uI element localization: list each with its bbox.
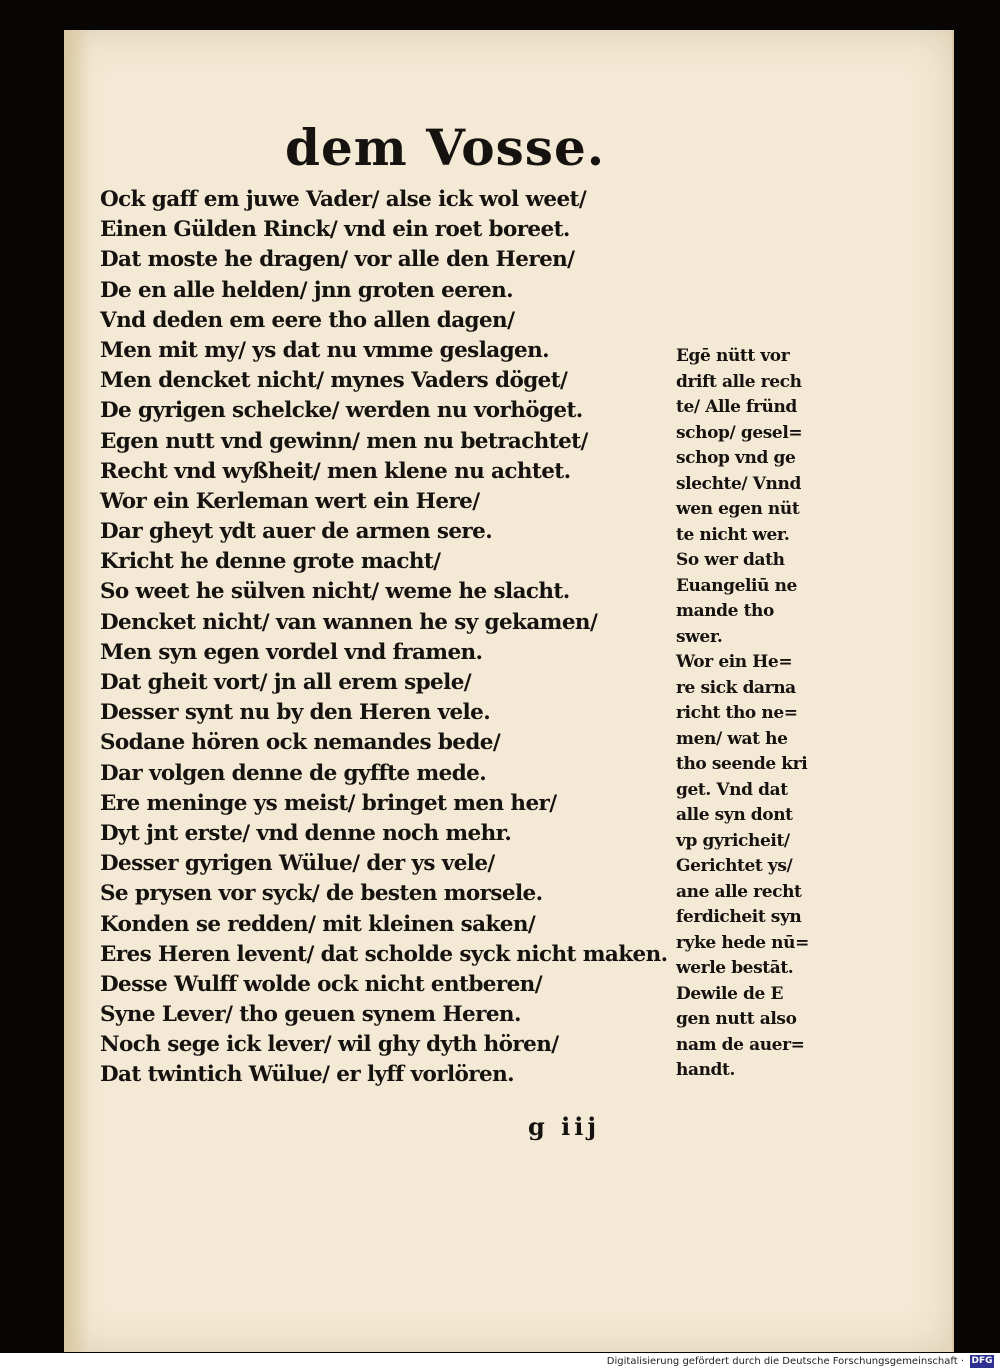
- signature-mark: g iij: [528, 1112, 601, 1141]
- verse-line: Ock gaff em juwe Vader/ alse ick wol weet/: [100, 187, 587, 212]
- verse-line: De en alle helden/ jnn groten eeren.: [100, 277, 514, 303]
- verse-line: Se prysen vor syck/ de besten morsele.: [100, 881, 543, 907]
- verse-line: Men mit my/ ys dat nu vmme geslagen.: [100, 337, 550, 363]
- gloss-line: mande tho: [676, 601, 774, 621]
- gloss-line: Egē nütt vor: [676, 346, 790, 366]
- gloss-line: ane alle recht: [676, 881, 802, 902]
- gloss-line: Gerichtet ys/: [676, 856, 793, 876]
- gloss-line: schop vnd ge: [676, 448, 796, 468]
- gloss-line: drift alle rech: [676, 371, 802, 392]
- verse-line: Kricht he denne grote macht/: [100, 549, 441, 575]
- gloss-line: te/ Alle fründ: [676, 397, 797, 417]
- verse-line: Sodane hören ock nemandes bede/: [100, 730, 501, 756]
- verse-line: Dar volgen denne de gyffte mede.: [100, 760, 487, 786]
- verse-line: Vnd deden em eere tho allen dagen/: [100, 307, 515, 333]
- gloss-line: men/ wat he: [676, 728, 788, 749]
- gloss-line: So wer dath: [676, 550, 785, 570]
- dfg-logo: DFG: [971, 1356, 993, 1366]
- verse-line: Desser synt nu by den Heren vele.: [100, 700, 491, 726]
- verse-line: Dyt jnt erste/ vnd denne noch mehr.: [100, 820, 512, 846]
- gloss-line: vp gyricheit/: [676, 830, 790, 851]
- verse-line: De gyrigen schelcke/ werden nu vorhöget.: [100, 398, 583, 424]
- verse-line: Egen nutt vnd gewinn/ men nu betrachtet/: [100, 428, 588, 454]
- gloss-line: nam de auer=: [676, 1034, 805, 1055]
- verse-column: [100, 185, 668, 1091]
- verse-line: Desse Wulff wolde ock nicht entberen/: [100, 971, 542, 997]
- funding-credit: Digitalisierung gefördert durch die Deutsche Forschungsgemeinschaft ·: [606, 1356, 964, 1367]
- gloss-line: slechte/ Vnnd: [676, 473, 801, 494]
- gloss-line: get. Vnd dat: [676, 779, 788, 800]
- gloss-line: schop/ gesel=: [676, 422, 803, 443]
- verse-line: Men dencket nicht/ mynes Vaders döget/: [100, 368, 568, 394]
- verse-line: Wor ein Kerleman wert ein Here/: [100, 488, 480, 514]
- gloss-line: re sick darna: [676, 677, 796, 698]
- gloss-line: werle bestāt.: [676, 958, 794, 978]
- gloss-line: tho seende kri: [676, 754, 808, 774]
- verse-line: Noch sege ick lever/ wil ghy dyth hören/: [100, 1032, 559, 1058]
- verse-line: Einen Gülden Rinck/ vnd ein roet boreet.: [100, 217, 570, 243]
- verse-line: Dat moste he dragen/ vor alle den Heren/: [100, 247, 575, 273]
- gloss-line: wen egen nüt: [676, 499, 800, 519]
- gloss-line: ferdicheit syn: [676, 907, 802, 927]
- footer-bar: [0, 1353, 1000, 1371]
- gloss-line: te nicht wer.: [676, 524, 790, 545]
- gloss-line: Euangeliū ne: [676, 575, 797, 596]
- gloss-line: richt tho ne=: [676, 703, 798, 723]
- gloss-line: ryke hede nū=: [676, 932, 809, 953]
- verse-line: So weet he sülven nicht/ weme he slacht.: [100, 579, 570, 605]
- gloss-line: Wor ein He=: [676, 652, 793, 672]
- verse-line: Recht vnd wyßheit/ men klene nu achtet.: [100, 458, 571, 484]
- page-gutter-shadow: [64, 30, 90, 1352]
- gloss-line: Dewile de E: [676, 983, 784, 1004]
- running-head: dem Vosse.: [285, 118, 606, 177]
- gloss-line: handt.: [676, 1060, 735, 1080]
- verse-line: Syne Lever/ tho geuen synem Heren.: [100, 1002, 521, 1028]
- verse-line: Dencket nicht/ van wannen he sy gekamen/: [100, 609, 598, 635]
- gloss-line: gen nutt also: [676, 1009, 797, 1029]
- verse-line: Ere meninge ys meist/ bringet men her/: [100, 790, 557, 816]
- verse-line: Dat gheit vort/ jn all erem spele/: [100, 670, 472, 695]
- gloss-line: alle syn dont: [676, 805, 793, 825]
- verse-line: Desser gyrigen Wülue/ der ys vele/: [100, 851, 495, 877]
- verse-line: Eres Heren levent/ dat scholde syck nicht maken.: [100, 941, 668, 967]
- gloss-line: swer.: [676, 626, 723, 647]
- verse-line: Konden se redden/ mit kleinen saken/: [100, 911, 536, 937]
- verse-line: Dat twintich Wülue/ er lyff vorlören.: [100, 1062, 514, 1088]
- verse-line: Men syn egen vordel vnd framen.: [100, 639, 483, 665]
- marginal-gloss: [676, 344, 809, 1084]
- verse-line: Dar gheyt ydt auer de armen sere.: [100, 519, 493, 545]
